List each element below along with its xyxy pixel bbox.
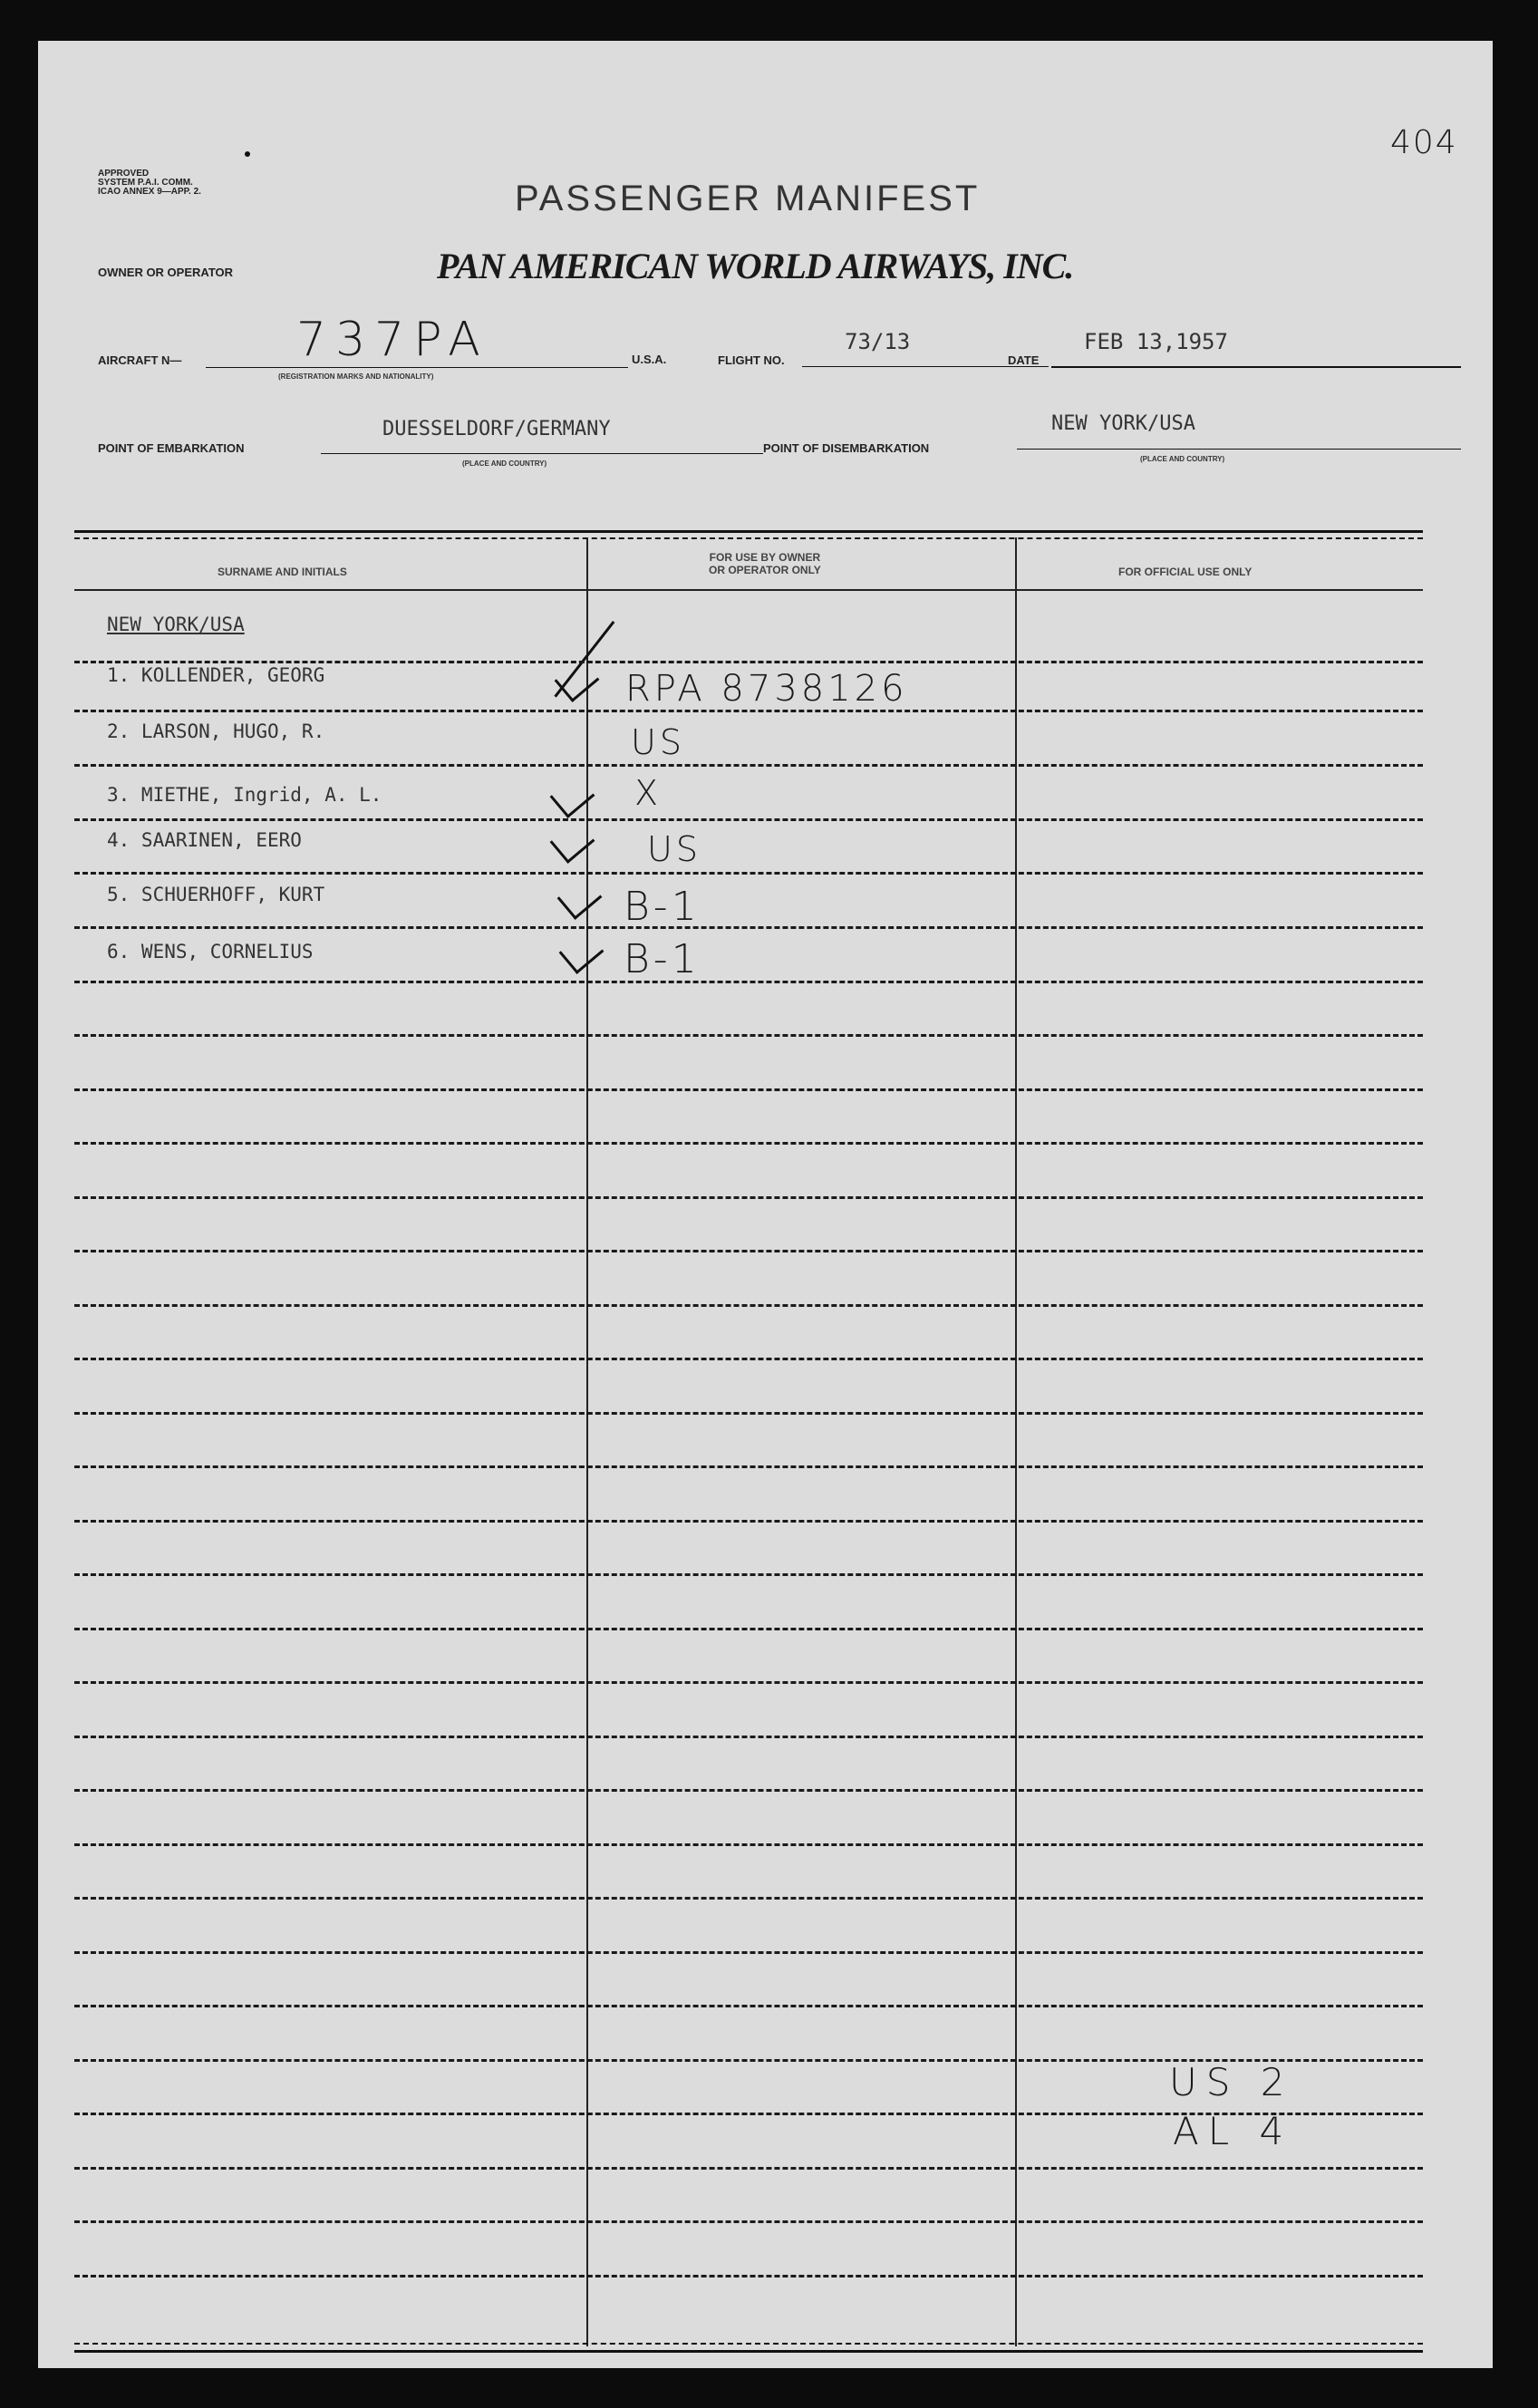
column-divider-2 bbox=[1015, 537, 1017, 2346]
table-top-border-2 bbox=[74, 537, 1423, 539]
col-official-header: FOR OFFICIAL USE ONLY bbox=[1118, 566, 1253, 578]
row-rule bbox=[74, 764, 1423, 767]
official-note: AL 4 bbox=[1173, 2109, 1293, 2153]
embark-label: POINT OF EMBARKATION bbox=[98, 441, 245, 455]
aircraft-sublabel: (REGISTRATION MARKS AND NATIONALITY) bbox=[278, 372, 434, 381]
row-rule bbox=[74, 981, 1423, 983]
passenger-row: 6. WENS, CORNELIUS bbox=[107, 941, 314, 962]
row-rule bbox=[74, 1088, 1423, 1091]
manifest-page bbox=[38, 41, 1493, 2368]
usa-label: U.S.A. bbox=[632, 353, 667, 366]
row-rule bbox=[74, 1628, 1423, 1630]
row-rule bbox=[74, 1681, 1423, 1684]
row-rule bbox=[74, 1789, 1423, 1792]
passenger-row: 4. SAARINEN, EERO bbox=[107, 829, 302, 851]
operator-note: X bbox=[634, 773, 663, 813]
operator-note: US bbox=[647, 829, 701, 869]
aircraft-value: 737PA bbox=[296, 313, 489, 367]
row-rule bbox=[74, 661, 1423, 663]
disembark-value: NEW YORK/USA bbox=[1051, 412, 1195, 435]
checkmark-icon bbox=[557, 875, 603, 920]
table-bottom-border-2 bbox=[74, 2350, 1423, 2353]
row-rule bbox=[74, 1358, 1423, 1360]
col-operator-header-line1: FOR USE BY OWNER bbox=[709, 551, 821, 564]
row-rule bbox=[74, 818, 1423, 821]
col-operator-header bbox=[709, 551, 821, 576]
passenger-row: 1. KOLLENDER, GEORG bbox=[107, 664, 325, 686]
checkmark-icon bbox=[559, 930, 605, 974]
date-underline bbox=[1051, 366, 1461, 368]
row-rule bbox=[74, 872, 1423, 875]
row-rule bbox=[74, 1951, 1423, 1954]
table-bottom-border bbox=[74, 2343, 1423, 2345]
row-rule bbox=[74, 1897, 1423, 1900]
column-divider-1 bbox=[586, 537, 588, 2346]
owner-label: OWNER OR OPERATOR bbox=[98, 266, 234, 279]
row-rule bbox=[74, 2059, 1423, 2062]
row-rule bbox=[74, 2113, 1423, 2115]
row-rule bbox=[74, 2005, 1423, 2007]
disembark-sublabel: (PLACE AND COUNTRY) bbox=[1140, 455, 1225, 463]
disembark-underline bbox=[1017, 449, 1461, 450]
col-surname-header: SURNAME AND INITIALS bbox=[218, 566, 347, 578]
page-title: PASSENGER MANIFEST bbox=[515, 179, 981, 218]
passenger-row: 2. LARSON, HUGO, R. bbox=[107, 720, 325, 742]
row-rule bbox=[74, 2275, 1423, 2277]
row-rule bbox=[74, 1520, 1423, 1523]
embark-sublabel: (PLACE AND COUNTRY) bbox=[462, 459, 547, 468]
row-rule bbox=[74, 710, 1423, 712]
row-rule bbox=[74, 1250, 1423, 1252]
approved-line: SYSTEM P.A.I. COMM. bbox=[98, 178, 193, 188]
date-value: FEB 13,1957 bbox=[1084, 329, 1228, 354]
operator-note: RPA 8738126 bbox=[625, 668, 908, 710]
flight-label: FLIGHT NO. bbox=[718, 353, 785, 367]
row-rule bbox=[74, 1465, 1423, 1468]
approved-block bbox=[98, 169, 201, 197]
row-rule bbox=[74, 1736, 1423, 1738]
embark-value: DUESSELDORF/GERMANY bbox=[382, 418, 611, 440]
page-number: 404 bbox=[1390, 124, 1458, 161]
operator-note: US bbox=[631, 722, 685, 762]
row-rule bbox=[74, 1034, 1423, 1037]
row-rule bbox=[74, 1142, 1423, 1145]
row-rule bbox=[74, 1196, 1423, 1199]
row-rule bbox=[74, 2167, 1423, 2170]
header-rule bbox=[74, 589, 1423, 591]
col-operator-header-line2: OR OPERATOR ONLY bbox=[709, 564, 821, 576]
row-rule bbox=[74, 1412, 1423, 1415]
passenger-row: 5. SCHUERHOFF, KURT bbox=[107, 884, 325, 905]
table-top-border bbox=[74, 530, 1423, 533]
approved-line: APPROVED bbox=[98, 169, 150, 179]
destination-heading: NEW YORK/USA bbox=[107, 614, 245, 635]
embark-underline bbox=[321, 453, 763, 454]
row-rule bbox=[74, 926, 1423, 929]
disembark-label: POINT OF DISEMBARKATION bbox=[763, 441, 930, 455]
operator-note: B-1 bbox=[624, 936, 701, 982]
row-rule bbox=[74, 1304, 1423, 1307]
ink-dot bbox=[245, 151, 250, 157]
owner-value: PAN AMERICAN WORLD AIRWAYS, INC. bbox=[437, 246, 1074, 286]
operator-note: B-1 bbox=[624, 884, 701, 930]
approved-line: ICAO ANNEX 9—APP. 2. bbox=[98, 187, 201, 197]
aircraft-underline bbox=[206, 367, 628, 368]
flight-value: 73/13 bbox=[845, 329, 911, 354]
row-rule bbox=[74, 1573, 1423, 1576]
row-rule bbox=[74, 1843, 1423, 1846]
passenger-row: 3. MIETHE, Ingrid, A. L. bbox=[107, 784, 382, 806]
date-label: DATE bbox=[1008, 353, 1040, 367]
row-rule bbox=[74, 2220, 1423, 2223]
aircraft-label: AIRCRAFT N— bbox=[98, 353, 182, 367]
official-note: US 2 bbox=[1169, 2060, 1294, 2104]
